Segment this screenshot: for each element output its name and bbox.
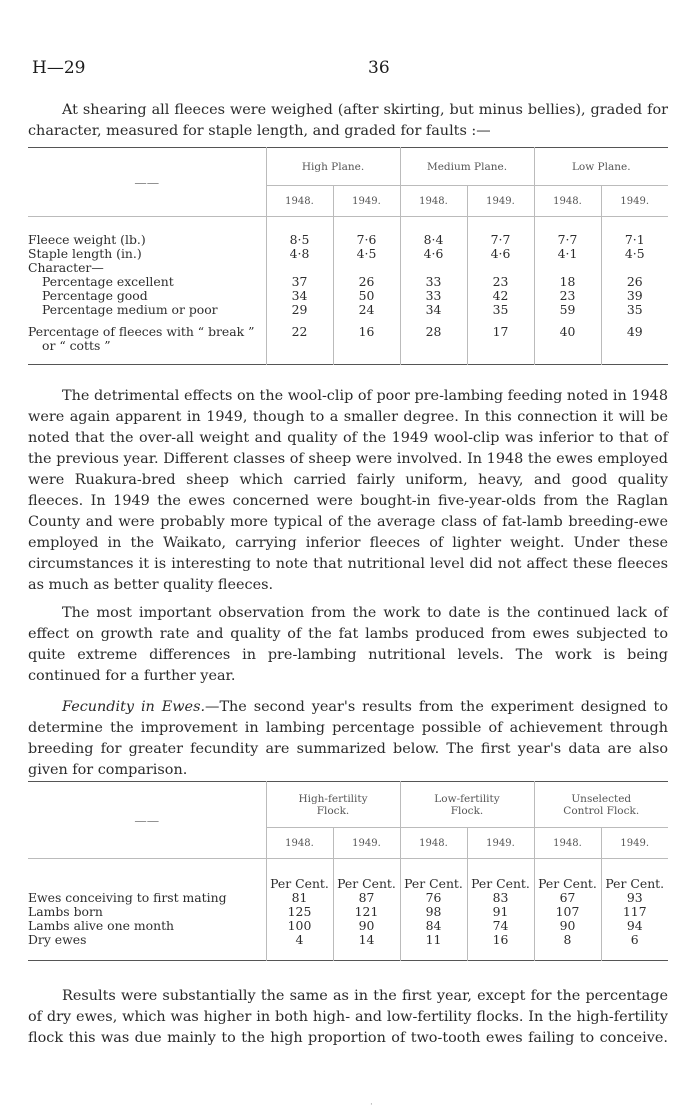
table-cell: 42 (467, 289, 534, 303)
row-label: Percentage good (42, 287, 148, 303)
table-cell: 93 (601, 891, 668, 905)
table1-year: 1949. (333, 186, 400, 217)
unit-label: Per Cent. (400, 877, 467, 891)
fecundity-table (28, 781, 668, 961)
table-cell: 4·5 (333, 247, 400, 261)
table-cell: 22 (266, 325, 333, 339)
table-cell: 107 (534, 905, 601, 919)
row-label-continuation: or “ cotts ” (42, 337, 111, 353)
table-row (28, 233, 668, 247)
table-cell: 34 (400, 303, 467, 317)
table-cell: 94 (601, 919, 668, 933)
row-label: Character— (28, 259, 104, 275)
table-cell: 35 (601, 303, 668, 317)
row-label: Staple length (in.) (28, 245, 142, 261)
table-cell: 39 (601, 289, 668, 303)
table-row (28, 247, 668, 261)
paragraph-detrimental-effects: The detrimental effects on the wool-clip of poor pre-lambing feeding noted in 1948 were again apparent in 1949, though to a smaller degree. In this connection it will be noted that the over-all weight and quality of the 1949 wool-clip was inferior to that of the previous year. Different classes of sheep were involved. In 1948 the ewes employed were Ruakura-bred sheep which carried fairly uniform, heavy, and good quality fleeces. In 1949 the ewes concerned were bought-in five-year-olds from the Raglan County and were probably more typical of the average class of fat-lamb breeding-ewe employed in the Waikato, carrying inferior fleeces of lighter weight. Under these circumstances it is interesting to note that nutritional level did not affect these fleeces as much as better quality fleeces. (28, 388, 668, 593)
table-cell: 83 (467, 891, 534, 905)
table-cell: 8·4 (400, 233, 467, 247)
table-row (28, 289, 668, 303)
table-cell: 4·6 (467, 247, 534, 261)
table-row (28, 905, 668, 919)
table-cell: 18 (534, 275, 601, 289)
table-row (28, 933, 668, 947)
group-label: High-fertility (298, 792, 368, 805)
table-cell: 87 (333, 891, 400, 905)
table-cell: 81 (266, 891, 333, 905)
row-label: Ewes conceiving to first mating (28, 889, 227, 905)
table2-year: 1948. (266, 828, 333, 859)
table1-year: 1949. (601, 186, 668, 217)
table-cell: 37 (266, 275, 333, 289)
table-cell: 35 (467, 303, 534, 317)
table-cell: 34 (266, 289, 333, 303)
table2-group-control (534, 782, 668, 828)
table-cell: 33 (400, 275, 467, 289)
table1-year: 1949. (467, 186, 534, 217)
table-cell: 26 (601, 275, 668, 289)
table-cell: 16 (333, 325, 400, 339)
table-row (28, 877, 668, 891)
table-cell: 7·6 (333, 233, 400, 247)
table-row (28, 261, 668, 275)
table-cell: 29 (266, 303, 333, 317)
table-cell: 59 (534, 303, 601, 317)
page-header (32, 58, 668, 82)
table-cell: 26 (333, 275, 400, 289)
unit-label: Per Cent. (601, 877, 668, 891)
group-label: Flock. (450, 804, 484, 817)
paragraph-results: Results were substantially the same as in the first year, except for the percentage of dry ewes, which was higher in both high- and low-fertility flocks. In the high-fertility flock this was due mainly to the high proportion of two-tooth ewes failing to conceive. (28, 988, 668, 1046)
table-cell: 4·5 (601, 247, 668, 261)
table-cell: 4·6 (400, 247, 467, 261)
table-cell: 125 (266, 905, 333, 919)
table-cell: 23 (467, 275, 534, 289)
unit-label: Per Cent. (266, 877, 333, 891)
row-label: Percentage medium or poor (42, 301, 218, 317)
table-cell: 117 (601, 905, 668, 919)
paragraph-body: —The second year's results from the experiment designed to determine the improvement in lambing percentage possible of achievement through breeding for greater fecundity are summarized below. The first year's data are also given for comparison. (28, 699, 669, 778)
group-label: Flock. (316, 804, 350, 817)
page-number: 36 (368, 58, 390, 78)
fleece-table (28, 147, 668, 365)
row-label: Dry ewes (28, 931, 87, 947)
table2-year: 1948. (400, 828, 467, 859)
table-cell: 16 (467, 933, 534, 947)
table-cell: 90 (534, 919, 601, 933)
row-label: Fleece weight (lb.) (28, 231, 146, 247)
group-label: Unselected (571, 792, 632, 805)
table1-group-low: Low Plane. (534, 148, 668, 186)
table-cell: 100 (266, 919, 333, 933)
table-cell: 98 (400, 905, 467, 919)
table-cell: 50 (333, 289, 400, 303)
table-cell: 4 (266, 933, 333, 947)
table-cell: 6 (601, 933, 668, 947)
table-row (28, 275, 668, 289)
document-reference: H—29 (32, 58, 86, 78)
table-row (28, 339, 668, 365)
table1-group-high: High Plane. (266, 148, 400, 186)
row-label: Percentage of fleeces with “ break ” (28, 323, 255, 339)
table-row (28, 919, 668, 933)
unit-label: Per Cent. (534, 877, 601, 891)
table1-year: 1948. (400, 186, 467, 217)
row-label: Lambs born (28, 903, 103, 919)
paragraph-fecundity (28, 697, 668, 781)
table-cell: 33 (400, 289, 467, 303)
table-cell: 23 (534, 289, 601, 303)
group-label: Low-fertility (434, 792, 500, 805)
row-label: Lambs alive one month (28, 917, 175, 933)
table2-stub-dash: —— (28, 782, 266, 859)
table-row (28, 325, 668, 339)
table-cell: 7·7 (467, 233, 534, 247)
table-cell: 84 (400, 919, 467, 933)
table-cell: 7·7 (534, 233, 601, 247)
table-cell: 17 (467, 325, 534, 339)
table-cell: 11 (400, 933, 467, 947)
table-row (28, 303, 668, 317)
table2-year: 1949. (333, 828, 400, 859)
paragraph-observation: The most important observation from the work to date is the continued lack of effect on growth rate and quality of the fat lambs produced from ewes subjected to quite extreme differences in pre-lambing nutritional levels. The work is being continued for a further year. (28, 605, 668, 684)
table-cell: 91 (467, 905, 534, 919)
table-cell: 40 (534, 325, 601, 339)
unit-label: Per Cent. (333, 877, 400, 891)
table2-group-low (400, 782, 534, 828)
footer-mark: · (370, 1100, 373, 1110)
table-cell: 90 (333, 919, 400, 933)
table-cell: 28 (400, 325, 467, 339)
table-cell: 14 (333, 933, 400, 947)
table2-year: 1949. (601, 828, 668, 859)
table2-group-high (266, 782, 400, 828)
table-cell: 4·1 (534, 247, 601, 261)
table-cell: 76 (400, 891, 467, 905)
paragraph-shearing: At shearing all fleeces were weighed (after skirting, but minus bellies), graded for character, measured for staple length, and graded for faults :— (28, 102, 668, 139)
table1-stub-dash: —— (28, 148, 266, 217)
unit-label: Per Cent. (467, 877, 534, 891)
table-cell: 121 (333, 905, 400, 919)
table-cell: 4·8 (266, 247, 333, 261)
table1-year: 1948. (534, 186, 601, 217)
group-label: Control Flock. (563, 804, 640, 817)
table1-year: 1948. (266, 186, 333, 217)
table2-year: 1949. (467, 828, 534, 859)
table-cell: 49 (601, 325, 668, 339)
table2-year: 1948. (534, 828, 601, 859)
row-label: Percentage excellent (42, 273, 174, 289)
table-cell: 8·5 (266, 233, 333, 247)
table1-group-medium: Medium Plane. (400, 148, 534, 186)
table-cell: 8 (534, 933, 601, 947)
table-cell: 7·1 (601, 233, 668, 247)
table-cell: 67 (534, 891, 601, 905)
section-heading: Fecundity in Ewes. (62, 699, 206, 715)
table-cell: 74 (467, 919, 534, 933)
table-row (28, 891, 668, 905)
table-cell: 24 (333, 303, 400, 317)
